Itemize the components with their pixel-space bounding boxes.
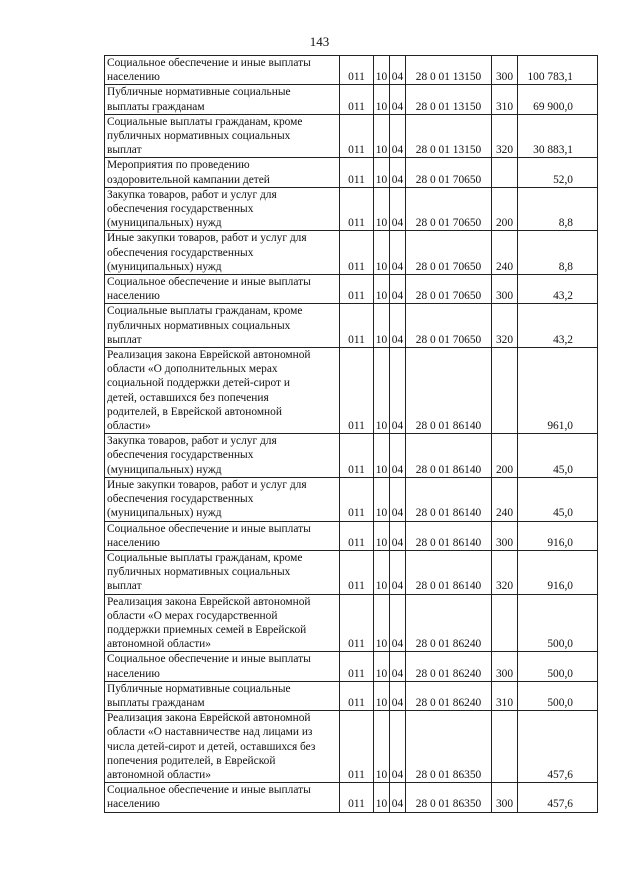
section-code-cell: 10 bbox=[374, 594, 390, 652]
item-name-line: автономной области» bbox=[107, 638, 211, 651]
item-name-line: Социальное обеспечение и иные выплаты bbox=[107, 522, 311, 535]
table-row bbox=[105, 231, 598, 275]
table-row bbox=[105, 477, 598, 521]
item-name-cell bbox=[105, 434, 340, 478]
section-code-cell: 10 bbox=[374, 85, 390, 114]
page-number: 143 bbox=[309, 34, 330, 49]
item-name-line: выплаты гражданам bbox=[107, 696, 205, 709]
expense-type-cell bbox=[492, 594, 518, 652]
item-name-line: поддержки приемных семей в Еврейской bbox=[107, 623, 307, 636]
item-name-line: выплат bbox=[107, 144, 142, 157]
table-row bbox=[105, 304, 598, 348]
item-name-line: обеспечения государственных bbox=[107, 493, 254, 506]
expense-type-cell: 300 bbox=[492, 56, 518, 85]
subsection-code-cell: 04 bbox=[390, 114, 406, 158]
expense-type-cell bbox=[492, 348, 518, 434]
item-name-cell bbox=[105, 231, 340, 275]
amount-cell: 961,0 bbox=[518, 348, 598, 434]
item-name-cell bbox=[105, 681, 340, 710]
subsection-code-cell: 04 bbox=[390, 594, 406, 652]
item-name-line: выплат bbox=[107, 580, 142, 593]
target-code-cell: 28 0 01 70650 bbox=[406, 304, 492, 348]
item-name-line: Мероприятия по проведению bbox=[107, 159, 250, 172]
subsection-code-cell: 04 bbox=[390, 783, 406, 812]
item-name-line: населению bbox=[107, 290, 160, 303]
subsection-code-cell: 04 bbox=[390, 521, 406, 550]
subsection-code-cell: 04 bbox=[390, 304, 406, 348]
item-name-line: Социальное обеспечение и иные выплаты bbox=[107, 276, 311, 289]
section-code-cell: 10 bbox=[374, 304, 390, 348]
expense-type-cell: 240 bbox=[492, 231, 518, 275]
item-name-line: обеспечения государственных bbox=[107, 203, 254, 216]
table-row bbox=[105, 56, 598, 85]
ministry-code-cell: 011 bbox=[340, 783, 374, 812]
target-code-cell: 28 0 01 13150 bbox=[406, 56, 492, 85]
expense-type-cell bbox=[492, 158, 518, 187]
amount-cell: 45,0 bbox=[518, 434, 598, 478]
item-name-line: (муниципальных) нужд bbox=[107, 507, 222, 520]
ministry-code-cell: 011 bbox=[340, 56, 374, 85]
item-name-line: области «О наставничестве над лицами из bbox=[107, 726, 313, 739]
amount-cell: 52,0 bbox=[518, 158, 598, 187]
item-name-line: публичных нормативных социальных bbox=[107, 566, 291, 579]
section-code-cell: 10 bbox=[374, 231, 390, 275]
item-name-line: Социальное обеспечение и иные выплаты bbox=[107, 57, 311, 69]
section-code-cell: 10 bbox=[374, 187, 390, 231]
section-code-cell: 10 bbox=[374, 56, 390, 85]
item-name-cell bbox=[105, 348, 340, 434]
amount-cell: 30 883,1 bbox=[518, 114, 598, 158]
table-row bbox=[105, 594, 598, 652]
target-code-cell: 28 0 01 86140 bbox=[406, 521, 492, 550]
subsection-code-cell: 04 bbox=[390, 348, 406, 434]
item-name-line: Реализация закона Еврейской автономной bbox=[107, 712, 311, 725]
item-name-line: публичных нормативных социальных bbox=[107, 130, 291, 143]
item-name-line: Реализация закона Еврейской автономной bbox=[107, 595, 311, 608]
table-row bbox=[105, 711, 598, 783]
item-name-line: области «О мерах государственной bbox=[107, 609, 278, 622]
item-name-line: родителей, в Еврейской автономной bbox=[107, 405, 282, 418]
section-code-cell: 10 bbox=[374, 711, 390, 783]
subsection-code-cell: 04 bbox=[390, 434, 406, 478]
item-name-line: Закупка товаров, работ и услуг для bbox=[107, 435, 277, 448]
item-name-line: Публичные нормативные социальные bbox=[107, 86, 291, 99]
item-name-line: Социальное обеспечение и иные выплаты bbox=[107, 784, 311, 797]
target-code-cell: 28 0 01 86240 bbox=[406, 652, 492, 681]
ministry-code-cell: 011 bbox=[340, 187, 374, 231]
item-name-line: попечения родителей, в Еврейской bbox=[107, 754, 276, 767]
expense-type-cell: 320 bbox=[492, 114, 518, 158]
table-row bbox=[105, 187, 598, 231]
item-name-line: выплаты гражданам bbox=[107, 100, 205, 113]
item-name-line: (муниципальных) нужд bbox=[107, 463, 222, 476]
amount-cell: 500,0 bbox=[518, 681, 598, 710]
section-code-cell: 10 bbox=[374, 158, 390, 187]
item-name-line: Социальные выплаты гражданам, кроме bbox=[107, 305, 303, 318]
item-name-cell bbox=[105, 711, 340, 783]
amount-cell: 45,0 bbox=[518, 477, 598, 521]
amount-cell: 8,8 bbox=[518, 187, 598, 231]
target-code-cell: 28 0 01 70650 bbox=[406, 158, 492, 187]
item-name-line: автономной области» bbox=[107, 768, 211, 781]
expense-type-cell: 300 bbox=[492, 652, 518, 681]
subsection-code-cell: 04 bbox=[390, 652, 406, 681]
ministry-code-cell: 011 bbox=[340, 85, 374, 114]
table-row bbox=[105, 550, 598, 594]
target-code-cell: 28 0 01 86350 bbox=[406, 783, 492, 812]
target-code-cell: 28 0 01 70650 bbox=[406, 275, 492, 304]
expense-type-cell: 310 bbox=[492, 85, 518, 114]
item-name-cell bbox=[105, 187, 340, 231]
item-name-cell bbox=[105, 594, 340, 652]
section-code-cell: 10 bbox=[374, 477, 390, 521]
table-row bbox=[105, 681, 598, 710]
item-name-line: Социальное обеспечение и иные выплаты bbox=[107, 653, 311, 666]
section-code-cell: 10 bbox=[374, 681, 390, 710]
section-code-cell: 10 bbox=[374, 434, 390, 478]
expense-type-cell: 200 bbox=[492, 187, 518, 231]
item-name-line: Реализация закона Еврейской автономной bbox=[107, 349, 311, 362]
subsection-code-cell: 04 bbox=[390, 56, 406, 85]
expense-type-cell bbox=[492, 711, 518, 783]
item-name-line: Социальные выплаты гражданам, кроме bbox=[107, 551, 303, 564]
ministry-code-cell: 011 bbox=[340, 231, 374, 275]
table-row bbox=[105, 348, 598, 434]
ministry-code-cell: 011 bbox=[340, 304, 374, 348]
target-code-cell: 28 0 01 13150 bbox=[406, 85, 492, 114]
target-code-cell: 28 0 01 86140 bbox=[406, 434, 492, 478]
item-name-line: Иные закупки товаров, работ и услуг для bbox=[107, 478, 307, 491]
item-name-line: населению bbox=[107, 71, 160, 84]
subsection-code-cell: 04 bbox=[390, 711, 406, 783]
table-row bbox=[105, 652, 598, 681]
table-row bbox=[105, 85, 598, 114]
item-name-cell bbox=[105, 114, 340, 158]
subsection-code-cell: 04 bbox=[390, 275, 406, 304]
table-body bbox=[105, 56, 598, 813]
item-name-line: обеспечения государственных bbox=[107, 449, 254, 462]
expense-type-cell: 310 bbox=[492, 681, 518, 710]
budget-table bbox=[104, 55, 598, 813]
item-name-cell bbox=[105, 477, 340, 521]
target-code-cell: 28 0 01 86140 bbox=[406, 550, 492, 594]
item-name-line: области «О дополнительных мерах bbox=[107, 363, 278, 376]
amount-cell: 69 900,0 bbox=[518, 85, 598, 114]
amount-cell: 500,0 bbox=[518, 594, 598, 652]
amount-cell: 457,6 bbox=[518, 711, 598, 783]
subsection-code-cell: 04 bbox=[390, 85, 406, 114]
item-name-line: области» bbox=[107, 420, 151, 433]
ministry-code-cell: 011 bbox=[340, 158, 374, 187]
amount-cell: 916,0 bbox=[518, 521, 598, 550]
item-name-line: обеспечения государственных bbox=[107, 246, 254, 259]
subsection-code-cell: 04 bbox=[390, 477, 406, 521]
item-name-cell bbox=[105, 652, 340, 681]
expense-type-cell: 240 bbox=[492, 477, 518, 521]
target-code-cell: 28 0 01 86240 bbox=[406, 594, 492, 652]
item-name-line: Публичные нормативные социальные bbox=[107, 682, 291, 695]
target-code-cell: 28 0 01 70650 bbox=[406, 231, 492, 275]
ministry-code-cell: 011 bbox=[340, 275, 374, 304]
amount-cell: 43,2 bbox=[518, 275, 598, 304]
subsection-code-cell: 04 bbox=[390, 681, 406, 710]
item-name-line: публичных нормативных социальных bbox=[107, 319, 291, 332]
item-name-cell bbox=[105, 550, 340, 594]
item-name-cell bbox=[105, 158, 340, 187]
ministry-code-cell: 011 bbox=[340, 681, 374, 710]
item-name-line: Иные закупки товаров, работ и услуг для bbox=[107, 232, 307, 245]
ministry-code-cell: 011 bbox=[340, 434, 374, 478]
ministry-code-cell: 011 bbox=[340, 114, 374, 158]
amount-cell: 43,2 bbox=[518, 304, 598, 348]
table-row bbox=[105, 158, 598, 187]
amount-cell: 457,6 bbox=[518, 783, 598, 812]
section-code-cell: 10 bbox=[374, 783, 390, 812]
amount-cell: 916,0 bbox=[518, 550, 598, 594]
item-name-line: числа детей-сирот и детей, оставшихся без bbox=[107, 740, 316, 753]
item-name-cell bbox=[105, 56, 340, 85]
expense-type-cell: 300 bbox=[492, 275, 518, 304]
section-code-cell: 10 bbox=[374, 550, 390, 594]
expense-type-cell: 300 bbox=[492, 521, 518, 550]
table-row bbox=[105, 275, 598, 304]
section-code-cell: 10 bbox=[374, 275, 390, 304]
section-code-cell: 10 bbox=[374, 652, 390, 681]
subsection-code-cell: 04 bbox=[390, 550, 406, 594]
ministry-code-cell: 011 bbox=[340, 711, 374, 783]
item-name-line: выплат bbox=[107, 333, 142, 346]
subsection-code-cell: 04 bbox=[390, 187, 406, 231]
ministry-code-cell: 011 bbox=[340, 521, 374, 550]
table-row bbox=[105, 434, 598, 478]
table-row bbox=[105, 114, 598, 158]
subsection-code-cell: 04 bbox=[390, 231, 406, 275]
item-name-cell bbox=[105, 304, 340, 348]
item-name-line: Социальные выплаты гражданам, кроме bbox=[107, 115, 303, 128]
ministry-code-cell: 011 bbox=[340, 550, 374, 594]
expense-type-cell: 320 bbox=[492, 304, 518, 348]
amount-cell: 8,8 bbox=[518, 231, 598, 275]
expense-type-cell: 200 bbox=[492, 434, 518, 478]
item-name-line: Закупка товаров, работ и услуг для bbox=[107, 188, 277, 201]
item-name-cell bbox=[105, 275, 340, 304]
subsection-code-cell: 04 bbox=[390, 158, 406, 187]
target-code-cell: 28 0 01 70650 bbox=[406, 187, 492, 231]
item-name-line: оздоровительной кампании детей bbox=[107, 173, 270, 186]
target-code-cell: 28 0 01 86350 bbox=[406, 711, 492, 783]
expense-type-cell: 300 bbox=[492, 783, 518, 812]
table-row bbox=[105, 783, 598, 812]
item-name-cell bbox=[105, 521, 340, 550]
target-code-cell: 28 0 01 86240 bbox=[406, 681, 492, 710]
item-name-cell bbox=[105, 783, 340, 812]
table-row bbox=[105, 521, 598, 550]
item-name-line: населению bbox=[107, 798, 160, 811]
ministry-code-cell: 011 bbox=[340, 652, 374, 681]
ministry-code-cell: 011 bbox=[340, 477, 374, 521]
item-name-line: населению bbox=[107, 536, 160, 549]
item-name-line: населению bbox=[107, 667, 160, 680]
ministry-code-cell: 011 bbox=[340, 594, 374, 652]
amount-cell: 100 783,1 bbox=[518, 56, 598, 85]
target-code-cell: 28 0 01 86140 bbox=[406, 477, 492, 521]
section-code-cell: 10 bbox=[374, 348, 390, 434]
item-name-line: социальной поддержки детей-сирот и bbox=[107, 377, 290, 390]
item-name-line: (муниципальных) нужд bbox=[107, 260, 222, 273]
target-code-cell: 28 0 01 86140 bbox=[406, 348, 492, 434]
item-name-cell bbox=[105, 85, 340, 114]
section-code-cell: 10 bbox=[374, 114, 390, 158]
amount-cell: 500,0 bbox=[518, 652, 598, 681]
section-code-cell: 10 bbox=[374, 521, 390, 550]
expense-type-cell: 320 bbox=[492, 550, 518, 594]
item-name-line: детей, оставшихся без попечения bbox=[107, 391, 269, 404]
item-name-line: (муниципальных) нужд bbox=[107, 217, 222, 230]
target-code-cell: 28 0 01 13150 bbox=[406, 114, 492, 158]
ministry-code-cell: 011 bbox=[340, 348, 374, 434]
